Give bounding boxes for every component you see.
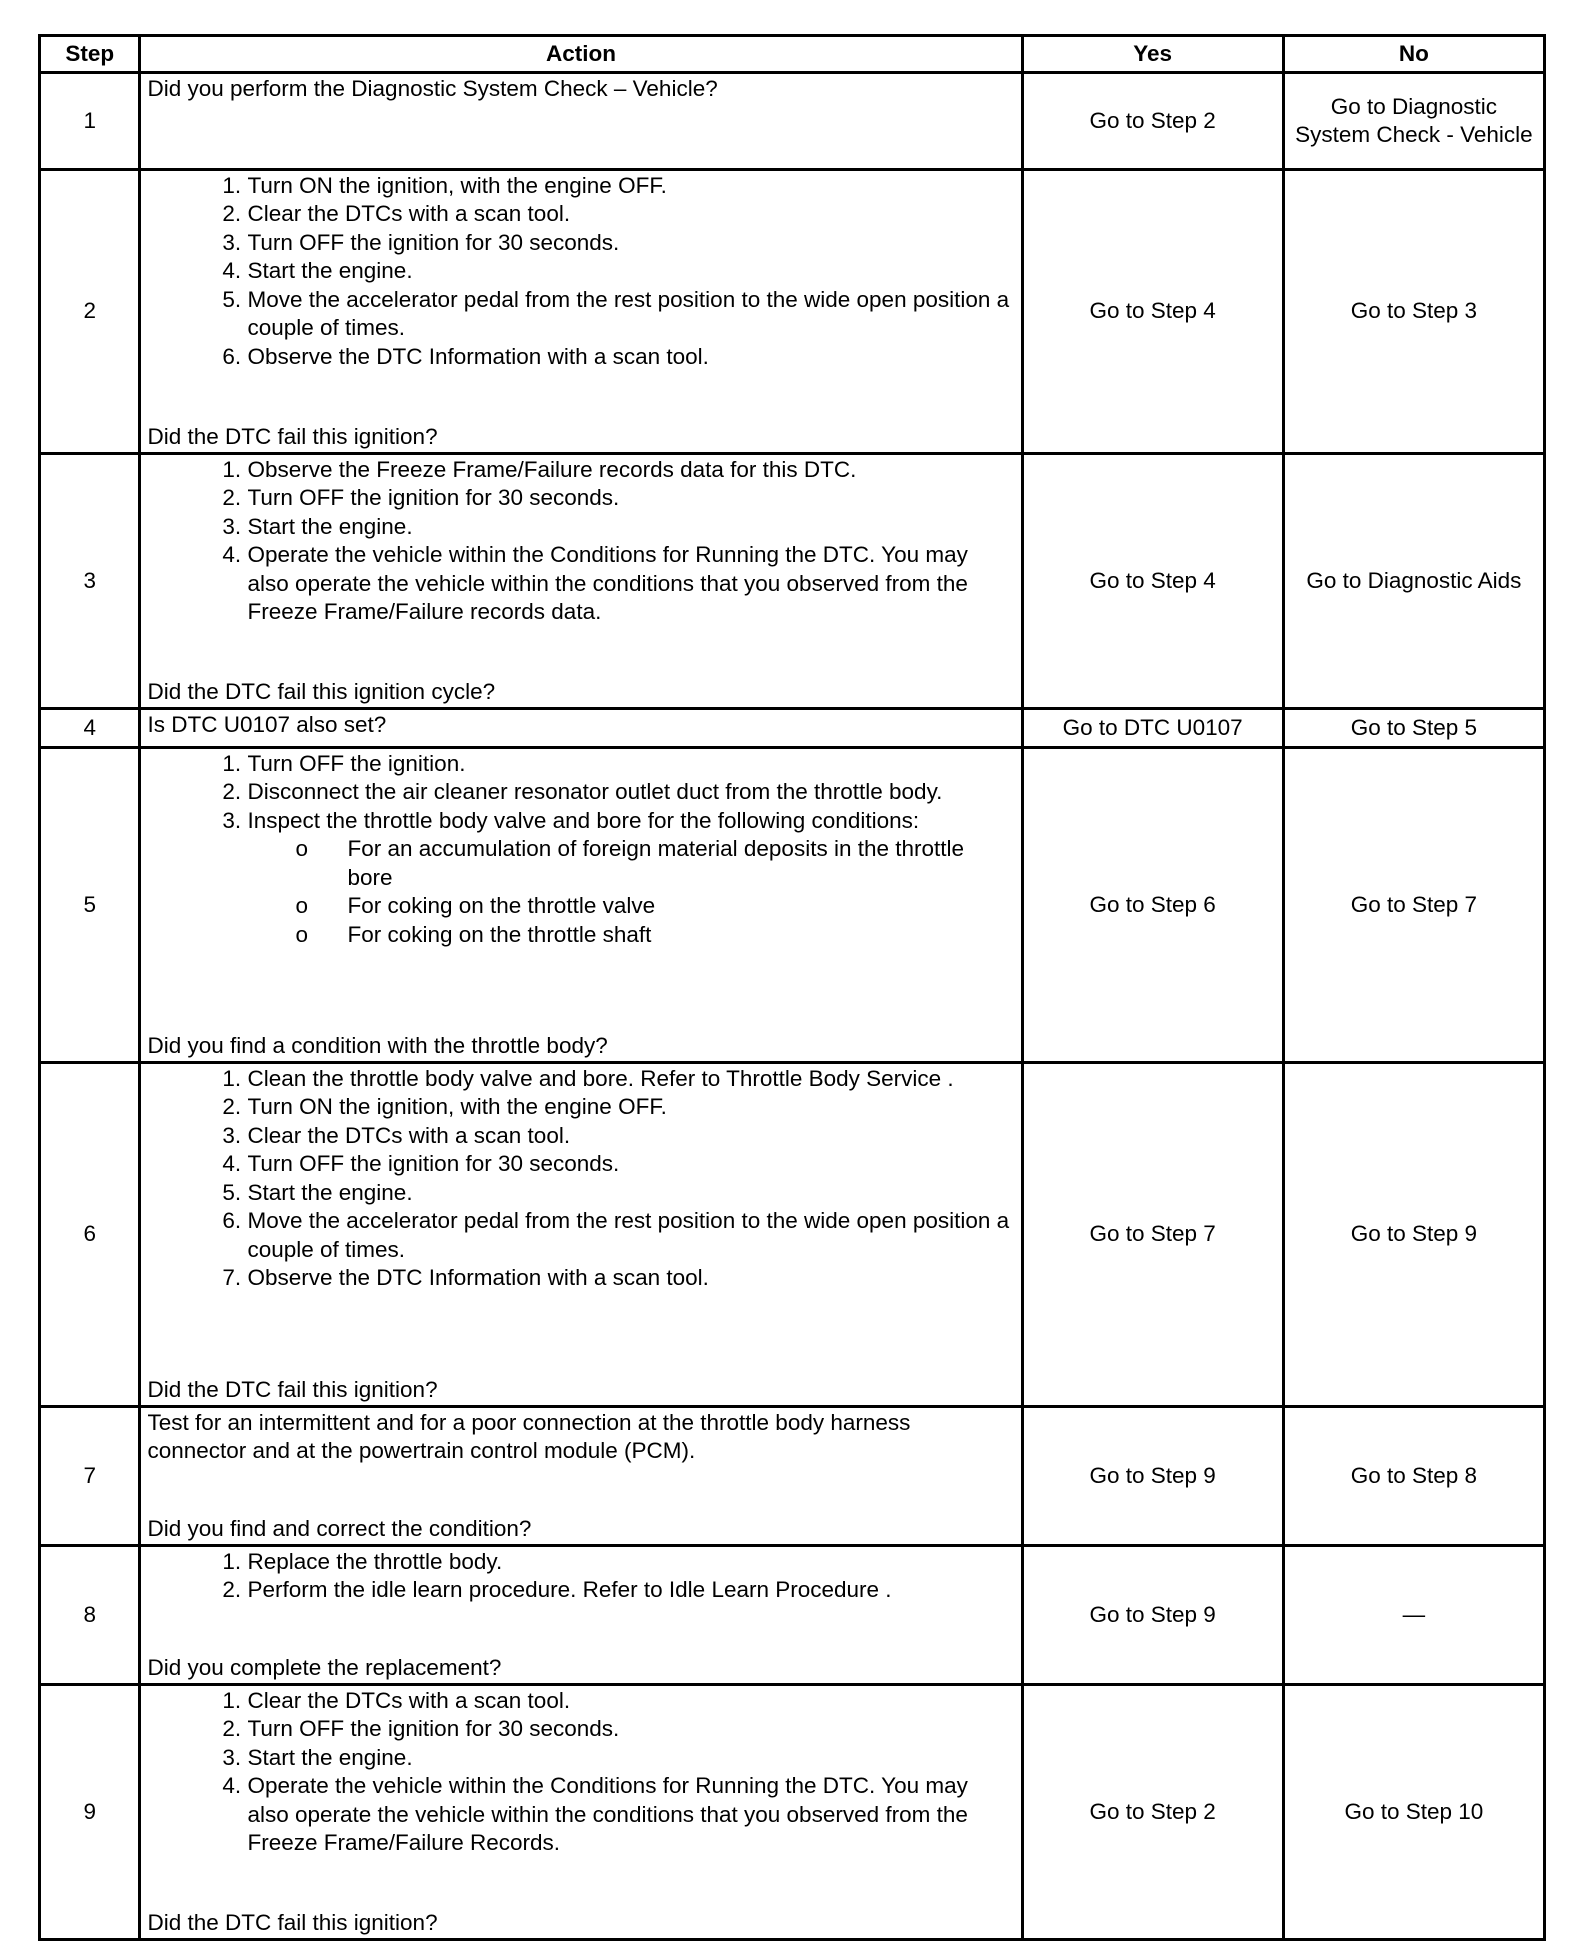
action-cell (140, 1685, 1022, 1940)
procedure-item-text: Disconnect the air cleaner resonator outlet duct from the throttle body. (247, 779, 943, 804)
action-intro: Is DTC U0107 also set? (147, 711, 387, 737)
procedure-item-text: Turn OFF the ignition for 30 seconds. (247, 1151, 620, 1176)
action-cell (140, 73, 1022, 170)
procedure-item-text: Clear the DTCs with a scan tool. (247, 1687, 571, 1713)
no-result: Go to Step 5 (1283, 709, 1544, 748)
yes-result: Go to Step 9 (1022, 1546, 1283, 1685)
step-number: 1 (40, 73, 140, 170)
procedure-item (247, 1576, 1014, 1605)
action-body (147, 75, 1014, 104)
procedure-item (247, 484, 1014, 513)
no-result: Go to Step 9 (1283, 1063, 1544, 1407)
action-question: Did the DTC fail this ignition? (147, 424, 438, 449)
no-result: Go to Step 8 (1283, 1407, 1544, 1546)
procedure-item-text: Clear the DTCs with a scan tool. (247, 1122, 571, 1148)
action-question: Did the DTC fail this ignition cycle? (147, 679, 496, 704)
action-body (147, 172, 1014, 372)
action-content (147, 1409, 1014, 1544)
procedure-list (147, 456, 1014, 627)
procedure-item-text: Start the engine. (247, 1179, 413, 1205)
yes-result: Go to Step 6 (1022, 748, 1283, 1063)
no-result: — (1283, 1546, 1544, 1685)
procedure-item (247, 807, 1014, 950)
procedure-item (247, 172, 1014, 201)
procedure-item (247, 343, 1014, 372)
table-row (40, 1063, 1545, 1407)
table-row (40, 1407, 1545, 1546)
action-content (147, 75, 1014, 168)
table-row (40, 170, 1545, 454)
step-number: 5 (40, 748, 140, 1063)
procedure-item-text: Turn OFF the ignition for 30 seconds. (247, 1716, 620, 1741)
step-number: 8 (40, 1546, 140, 1685)
header-step: Step (40, 36, 140, 73)
table-row (40, 1546, 1545, 1685)
procedure-item (247, 541, 1014, 627)
action-content (147, 172, 1014, 452)
action-cell (140, 170, 1022, 454)
action-content (147, 1687, 1014, 1938)
table-row (40, 454, 1545, 709)
table-body (40, 73, 1545, 1940)
condition-list (247, 835, 1014, 949)
procedure-item (247, 1548, 1014, 1577)
action-question: Did you find a condition with the throttle body? (147, 1033, 608, 1058)
procedure-item-text: Turn ON the ignition, with the engine OFF. (247, 1094, 667, 1119)
procedure-item (247, 456, 1014, 485)
table-row (40, 73, 1545, 170)
yes-result: Go to Step 7 (1022, 1063, 1283, 1407)
procedure-item-text: Replace the throttle body. (247, 1548, 503, 1574)
action-body (147, 750, 1014, 950)
header-no: No (1283, 36, 1544, 73)
no-result: Go to Diagnostic Aids (1283, 454, 1544, 709)
yes-result: Go to Step 4 (1022, 170, 1283, 454)
no-result: Go to Step 7 (1283, 748, 1544, 1063)
action-content (147, 750, 1014, 1061)
procedure-item-text: Start the engine. (247, 258, 413, 283)
action-body (147, 1065, 1014, 1293)
procedure-item-text: Clean the throttle body valve and bore. Refer to Throttle Body Service . (247, 1065, 954, 1091)
step-number: 2 (40, 170, 140, 454)
action-body (147, 456, 1014, 627)
procedure-item (247, 1715, 1014, 1744)
procedure-item-text: Turn OFF the ignition. (247, 750, 466, 776)
condition-item: o For coking on the throttle valve (347, 892, 1014, 921)
procedure-item (247, 1179, 1014, 1208)
no-result: Go to Step 10 (1283, 1685, 1544, 1940)
procedure-item (247, 200, 1014, 229)
procedure-item-text: Start the engine. (247, 1744, 413, 1770)
procedure-item (247, 229, 1014, 258)
procedure-item (247, 778, 1014, 807)
procedure-item (247, 1264, 1014, 1293)
procedure-item (247, 1122, 1014, 1151)
action-body (147, 711, 1014, 740)
yes-result: Go to Step 9 (1022, 1407, 1283, 1546)
procedure-item-text: Turn ON the ignition, with the engine OFF. (247, 172, 667, 198)
condition-item: o For an accumulation of foreign material deposits in the throttle bore (347, 835, 1014, 892)
procedure-item-text: Perform the idle learn procedure. Refer to Idle Learn Procedure . (247, 1577, 892, 1602)
step-number: 9 (40, 1685, 140, 1940)
step-number: 4 (40, 709, 140, 748)
action-content (147, 1548, 1014, 1683)
yes-result: Go to Step 2 (1022, 1685, 1283, 1940)
action-question: Did you complete the replacement? (147, 1655, 502, 1680)
action-intro: Did you perform the Diagnostic System Check – Vehicle? (147, 75, 718, 101)
procedure-item (247, 1150, 1014, 1179)
action-question: Did you find and correct the condition? (147, 1516, 532, 1541)
action-cell (140, 1407, 1022, 1546)
step-number: 6 (40, 1063, 140, 1407)
procedure-item (247, 1093, 1014, 1122)
procedure-list (147, 1687, 1014, 1858)
procedure-item (247, 286, 1014, 343)
action-question: Did the DTC fail this ignition? (147, 1910, 438, 1935)
procedure-item-text: Observe the Freeze Frame/Failure records data for this DTC. (247, 456, 857, 482)
table-row (40, 748, 1545, 1063)
diagnostic-table (38, 34, 1546, 1941)
procedure-item (247, 750, 1014, 779)
condition-item: o For coking on the throttle shaft (347, 921, 1014, 950)
no-result: Go to Diagnostic System Check - Vehicle (1283, 73, 1544, 170)
action-content (147, 711, 1014, 746)
action-body (147, 1687, 1014, 1858)
procedure-item (247, 1744, 1014, 1773)
procedure-item (247, 1207, 1014, 1264)
procedure-item (247, 1687, 1014, 1716)
header-action: Action (140, 36, 1022, 73)
procedure-list (147, 172, 1014, 372)
procedure-item-text: Move the accelerator pedal from the rest position to the wide open position a couple of times. (247, 1208, 1010, 1262)
action-question: Did the DTC fail this ignition? (147, 1377, 438, 1402)
action-cell (140, 748, 1022, 1063)
action-content (147, 1065, 1014, 1405)
action-cell (140, 709, 1022, 748)
action-cell (140, 1063, 1022, 1407)
table-row (40, 709, 1545, 748)
procedure-list (147, 1548, 1014, 1605)
procedure-item-text: Move the accelerator pedal from the rest position to the wide open position a couple of times. (247, 286, 1010, 340)
procedure-item-text: Start the engine. (247, 513, 413, 539)
procedure-item-text: Inspect the throttle body valve and bore for the following conditions: (247, 807, 920, 833)
procedure-item-text: Operate the vehicle within the Conditions for Running the DTC. You may also operate the vehicle within the conditions that you observed from the Freeze Frame/Failure Records. (247, 1773, 968, 1855)
no-result: Go to Step 3 (1283, 170, 1544, 454)
procedure-item (247, 513, 1014, 542)
header-yes: Yes (1022, 36, 1283, 73)
action-intro: Test for an intermittent and for a poor connection at the throttle body harness connector and at the powertrain control module (PCM). (147, 1409, 911, 1463)
yes-result: Go to Step 2 (1022, 73, 1283, 170)
procedure-item-text: Turn OFF the ignition for 30 seconds. (247, 229, 620, 255)
procedure-item (247, 1065, 1014, 1094)
header-row (40, 36, 1545, 73)
action-cell (140, 454, 1022, 709)
action-body (147, 1548, 1014, 1605)
procedure-list (147, 750, 1014, 950)
procedure-item-text: Observe the DTC Information with a scan tool. (247, 343, 709, 369)
yes-result: Go to Step 4 (1022, 454, 1283, 709)
action-cell (140, 1546, 1022, 1685)
action-body (147, 1409, 1014, 1466)
procedure-item (247, 1772, 1014, 1858)
action-content (147, 456, 1014, 707)
table-row (40, 1685, 1545, 1940)
step-number: 7 (40, 1407, 140, 1546)
procedure-item (247, 257, 1014, 286)
procedure-list (147, 1065, 1014, 1293)
procedure-item-text: Clear the DTCs with a scan tool. (247, 201, 571, 226)
procedure-item-text: Observe the DTC Information with a scan tool. (247, 1265, 709, 1290)
yes-result: Go to DTC U0107 (1022, 709, 1283, 748)
procedure-item-text: Operate the vehicle within the Conditions for Running the DTC. You may also operate the vehicle within the conditions that you observed from the Freeze Frame/Failure records data. (247, 542, 968, 624)
step-number: 3 (40, 454, 140, 709)
procedure-item-text: Turn OFF the ignition for 30 seconds. (247, 485, 620, 510)
